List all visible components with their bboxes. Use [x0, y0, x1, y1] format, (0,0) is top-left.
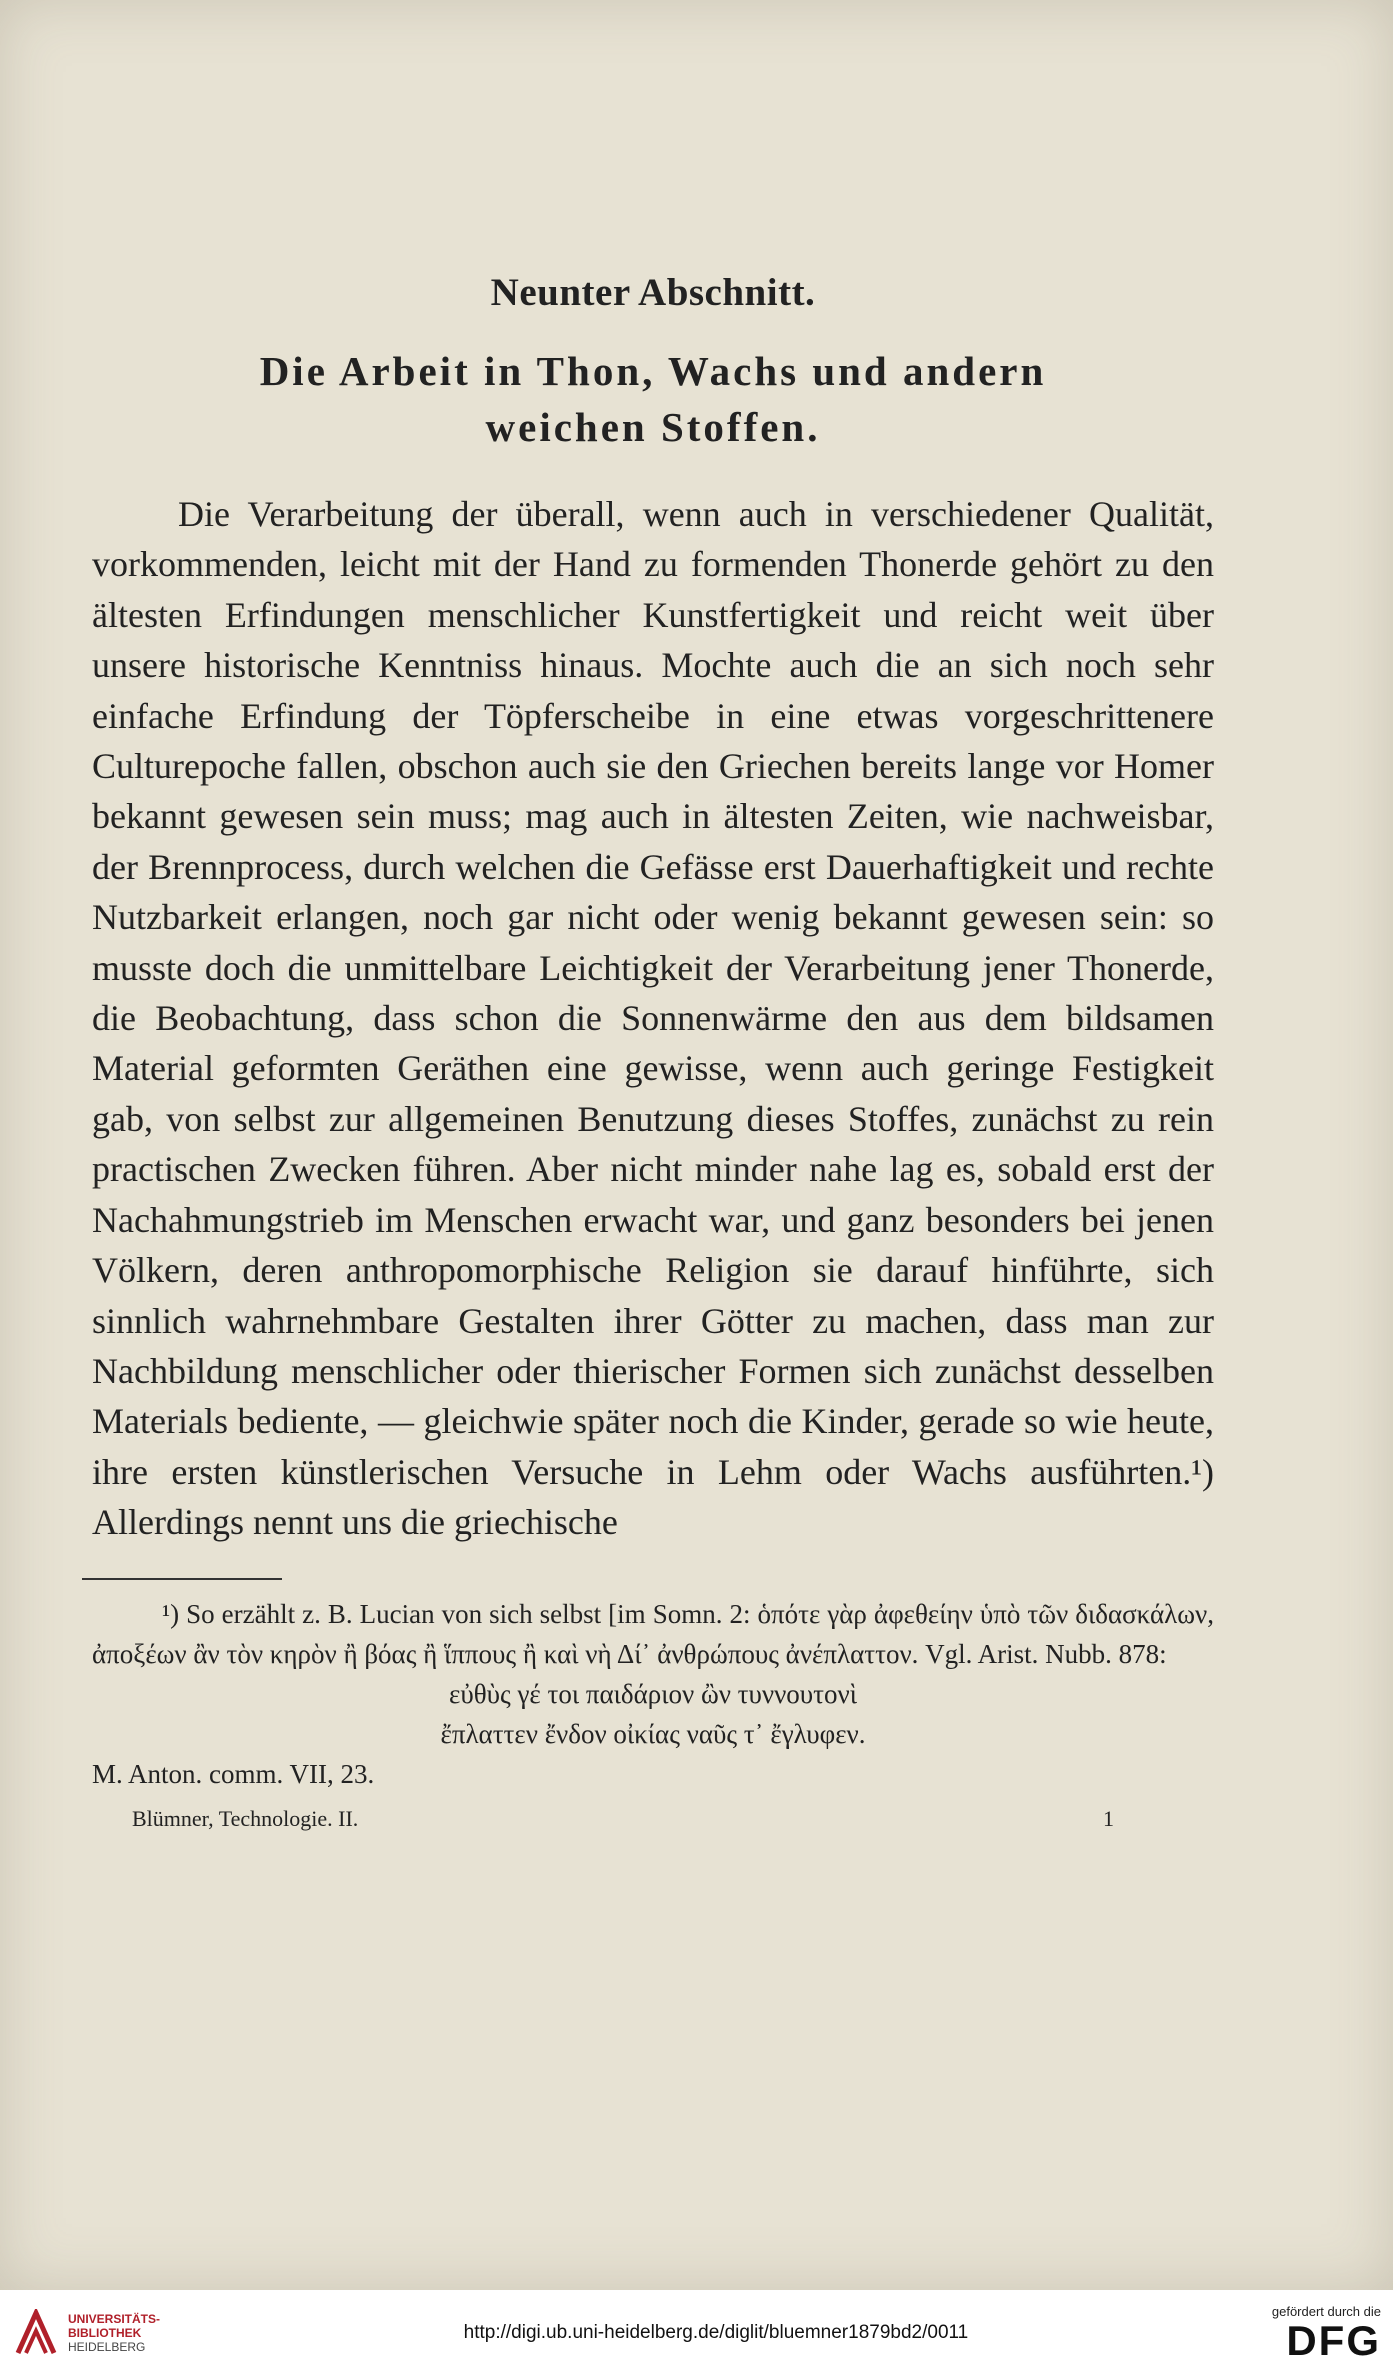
chapter-title-line-1: Die Arbeit in Thon, Wachs und andern [259, 348, 1047, 394]
viewer-footer [0, 2290, 1393, 2376]
footnote-text: ¹) So erzählt z. B. Lucian von sich selbst [im Somn. 2: ὁπότε γὰρ ἀφεθείην ὑπὸ τῶν διδασκάλων, ἀποξέων ἂν τὸν κηρὸν ἢ βόας ἢ ἵππους ἢ καὶ νὴ Δί᾽ ἀνθρώπους ἀνέπλαττον. Vgl. Arist. Nubb. 878: [92, 1598, 1214, 1669]
signature-right: 1 [1103, 1805, 1114, 1831]
page-content [92, 270, 1214, 1832]
institution-line-2: BIBLIOTHEK [68, 2326, 142, 2340]
footnote-verse-1: εὐθὺς γέ τοι παιδάριον ὢν τυννουτονὶ [449, 1678, 857, 1709]
footnote-divider [82, 1578, 282, 1580]
university-library-name [68, 2312, 160, 2354]
printer-signature [92, 1806, 1214, 1832]
university-library-logo-icon [14, 2309, 58, 2357]
institution-line-1: UNIVERSITÄTS- [68, 2312, 161, 2326]
section-title: Neunter Abschnitt. [490, 271, 816, 314]
chapter-title [92, 343, 1214, 455]
signature-left: Blümner, Technologie. II. [132, 1805, 359, 1831]
funding-caption: gefördert durch die [1271, 2303, 1381, 2319]
chapter-title-line-2: weichen Stoffen. [485, 404, 821, 450]
university-library-logo[interactable] [14, 2309, 160, 2357]
footnote-source: M. Anton. comm. VII, 23. [92, 1758, 375, 1789]
dfg-funding[interactable] [1272, 2304, 1381, 2363]
footnote-verse-2: ἔπλαττεν ἔνδον οἰκίας ναῦς τ᾽ ἔγλυφεν. [440, 1718, 866, 1749]
dfg-logo: DFG [1286, 2316, 1381, 2364]
permalink-url[interactable]: http://digi.ub.uni-heidelberg.de/diglit/bluemner1879bd2/0011 [463, 2322, 969, 2343]
institution-line-3: HEIDELBERG [68, 2340, 146, 2354]
body-paragraph: Die Verarbeitung der überall, wenn auch in verschiedener Qualität, vorkommenden, leicht mit der Hand zu formenden Thonerde gehört zu den ältesten Erfindungen menschlicher Kunstfertigkeit und reicht weit über unsere historische Kenntniss hinaus. Mochte auch die an sich noch sehr einfache Erfindung der Töpferscheibe in eine etwas vorgeschrittenere Culturepoche fallen, obschon auch sie den Griechen bereits lange vor Homer bekannt gewesen sein muss; mag auch in ältesten Zeiten, wie nachweisbar, der Brennprocess, durch welchen die Gefässe erst Dauerhaftigkeit und rechte Nutzbarkeit erlangen, noch gar nicht oder wenig bekannt gewesen sein: so musste doch die unmittelbare Leichtigkeit der Verarbeitung jener Thonerde, die Beobachtung, dass schon die Sonnenwärme den aus dem bildsamen Material geformten Geräthen eine gewisse, wenn auch geringe Festigkeit gab, von selbst zur allgemeinen Benutzung dieses Stoffes, zunächst zu rein practischen Zwecken führen. Aber nicht minder nahe lag es, sobald erst der Nachahmungstrieb im Menschen erwacht war, und ganz besonders bei jenen Völkern, deren anthropomorphische Religion sie darauf hinführte, sich sinnlich wahrnehmbare Gestalten ihrer Götter zu machen, dass man zur Nachbildung menschlicher oder thierischer Formen sich zunächst desselben Materials bediente, — gleichwie später noch die Kinder, gerade so wie heute, ihre ersten künstlerischen Versuche in Lehm oder Wachs ausführten.¹) Allerdings nennt uns die griechische [92, 494, 1214, 1543]
